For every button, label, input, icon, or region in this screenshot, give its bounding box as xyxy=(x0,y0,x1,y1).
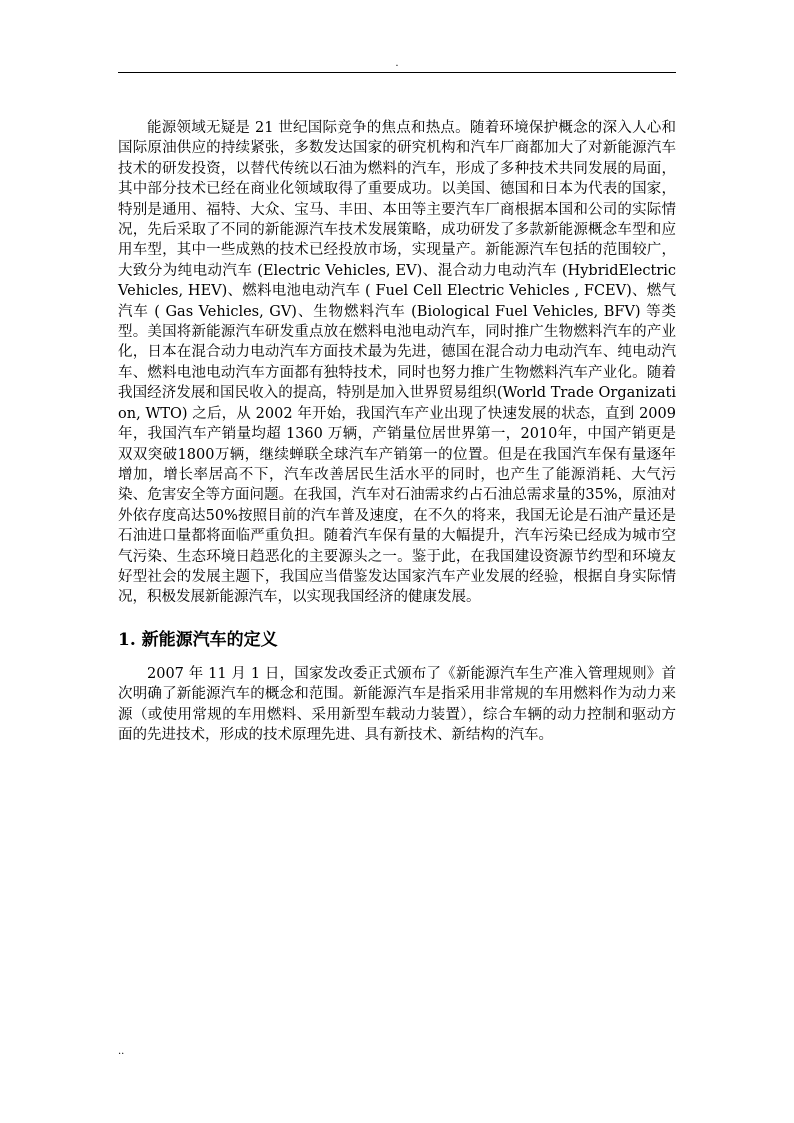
section-heading: 1. 新能源汽车的定义 xyxy=(118,629,278,650)
header-mark: . xyxy=(395,58,399,69)
definition-paragraph: 2007 年 11 月 1 日，国家发改委正式颁布了《新能源汽车生产准入管理规则》首次明确了新能源汽车的概念和范围。新能源汽车是指采用非常规的车用燃料作为动力来源（或使用常规的车用燃料、采用新型车载动力装置），综合车辆的动力控制和驱动方面的先进技术，形成的技术原理先进、具有新技术、新结构的汽车。 xyxy=(118,665,676,743)
intro-paragraph: 能源领域无疑是 21 世纪国际竞争的焦点和热点。随着环境保护概念的深入人心和国际原油供应的持续紧张，多数发达国家的研究机构和汽车厂商都加大了对新能源汽车技术的研发投资，以替代传统以石油为燃料的汽车，形成了多种技术共同发展的局面，其中部分技术已经在商业化领域取得了重要成功。以美国、德国和日本为代表的国家，特别是通用、福特、大众、宝马、丰田、本田等主要汽车厂商根据本国和公司的实际情况，先后采取了不同的新能源汽车技术发展策略，成功研发了多款新能源概念车型和应用车型，其中一些成熟的技术已经投放市场，实现量产。新能源汽车包括的范围较广，大致分为纯电动汽车 (Electric Vehicles, EV)、混合动力电动汽车 (HybridElectricVehicles, HEV)、燃料电池电动汽车 ( Fuel Cell Electric Vehicles , FCEV)、燃气汽车 ( Gas Vehicles, GV)、生物燃料汽车 (Biological Fuel Vehicles, BFV) 等类型。美国将新能源汽车研发重点放在燃料电池电动汽车，同时推广生物燃料汽车的产业化，日本在混合动力电动汽车方面技术最为先进，德国在混合动力电动汽车、纯电动汽车、燃料电池电动汽车方面都有独特技术，同时也努力推广生物燃料汽车产业化。随着我国经济发展和国民收入的提高，特别是加入世界贸易组织(World Trade Organization, WTO) 之后，从 2002 年开始，我国汽车产业出现了快速发展的状态，直到 2009 年，我国汽车产销量均超 1360 万辆，产销量位居世界第一，2010年，中国产销更是双双突破1800万辆，继续蝉联全球汽车产销第一的位置。但是在我国汽车保有量逐年增加，增长率居高不下，汽车改善居民生活水平的同时，也产生了能源消耗、大气污染、危害安全等方面问题。在我国，汽车对石油需求约占石油总需求量的35%，原油对外依存度高达50%按照目前的汽车普及速度，在不久的将来，我国无论是石油产量还是石油进口量都将面临严重负担。随着汽车保有量的大幅提升，汽车污染已经成为城市空气污染、生态环境日趋恶化的主要源头之一。鉴于此，在我国建设资源节约型和环境友好型社会的发展主题下，我国应当借鉴发达国家汽车产业发展的经验，根据自身实际情况，积极发展新能源汽车，以实现我国经济的健康发展。 xyxy=(118,120,676,606)
header-rule xyxy=(118,72,676,73)
document-body xyxy=(118,118,676,745)
footer-mark: .. xyxy=(118,1046,125,1057)
